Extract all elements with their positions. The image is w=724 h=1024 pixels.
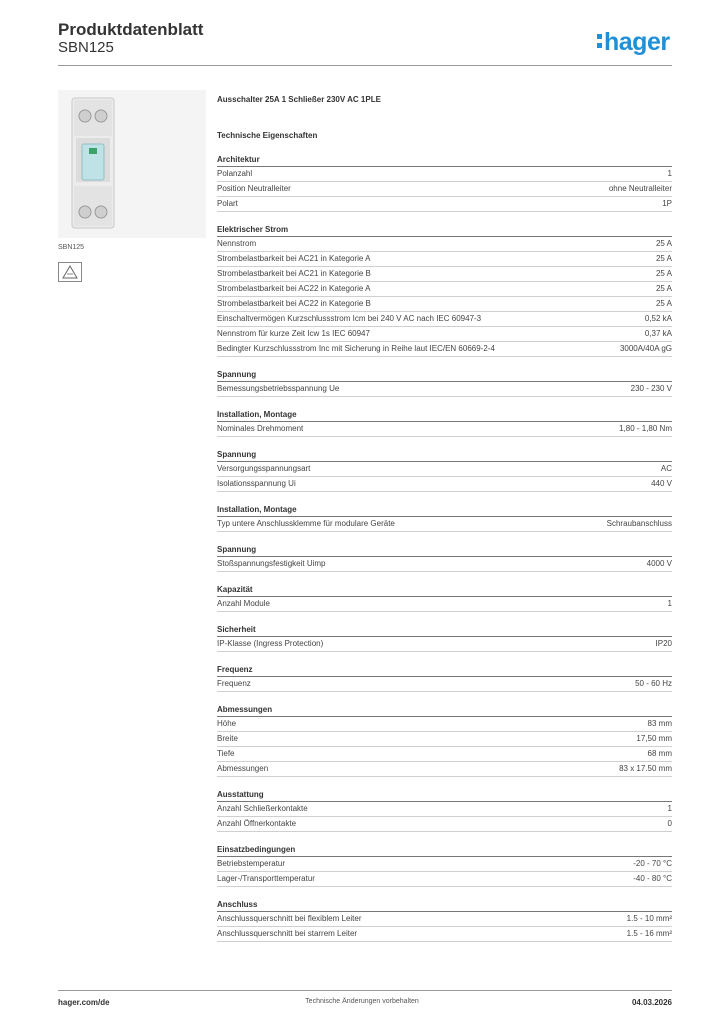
spec-row: [217, 327, 672, 342]
spec-row: [217, 927, 672, 942]
spec-label: Polart: [217, 199, 238, 208]
spec-label: Bemessungsbetriebsspannung Ue: [217, 384, 340, 393]
section-heading: Spannung: [217, 369, 672, 382]
photo-caption: SBN125: [58, 244, 85, 251]
section-subtitle: Technische Eigenschaften: [217, 131, 318, 140]
spec-label: IP-Klasse (Ingress Protection): [217, 639, 324, 648]
section-heading: Installation, Montage: [217, 409, 672, 422]
section-heading: Installation, Montage: [217, 504, 672, 517]
header-divider: [58, 65, 672, 66]
spec-section: [217, 664, 672, 692]
section-heading: Sicherheit: [217, 624, 672, 637]
footer-disclaimer: Technische Änderungen vorbehalten: [305, 998, 419, 1005]
spec-row: [217, 802, 672, 817]
spec-value: 25 A: [655, 239, 672, 248]
spec-section: [217, 624, 672, 652]
spec-section: [217, 844, 672, 887]
product-title: Ausschalter 25A 1 Schließer 230V AC 1PLE: [217, 95, 381, 104]
spec-row: [217, 167, 672, 182]
spec-value: -20 - 70 °C: [633, 859, 672, 868]
spec-row: [217, 517, 672, 532]
certification-icon: [58, 262, 82, 282]
spec-label: Lager-/Transporttemperatur: [217, 874, 315, 883]
section-heading: Anschluss: [217, 899, 672, 912]
product-code: SBN125: [58, 39, 114, 56]
spec-label: Anzahl Öffnerkontakte: [217, 819, 297, 828]
spec-sheet: [217, 94, 672, 942]
spec-value: 17,50 mm: [636, 734, 672, 743]
spec-label: Strombelastbarkeit bei AC21 in Kategorie B: [217, 269, 371, 278]
spec-label: Höhe: [217, 719, 237, 728]
spec-label: Einschaltvermögen Kurzschlussstrom Icm bei 240 V AC nach IEC 60947-3: [217, 314, 482, 323]
spec-section: [217, 409, 672, 437]
spec-row: [217, 732, 672, 747]
spec-label: Nennstrom für kurze Zeit Icw 1s IEC 60947: [217, 329, 370, 338]
spec-label: Frequenz: [217, 679, 251, 688]
footer-website: hager.com/de: [58, 998, 110, 1007]
spec-label: Polanzahl: [217, 169, 253, 178]
spec-row: [217, 872, 672, 887]
spec-section: [217, 504, 672, 532]
spec-row: [217, 382, 672, 397]
spec-value: 440 V: [651, 479, 672, 488]
spec-row: [217, 282, 672, 297]
spec-value: ohne Neutralleiter: [608, 184, 672, 193]
spec-value: 1P: [662, 199, 672, 208]
spec-row: [217, 297, 672, 312]
spec-row: [217, 597, 672, 612]
spec-value: 1: [667, 804, 672, 813]
spec-value: 50 - 60 Hz: [635, 679, 672, 688]
spec-label: Tiefe: [217, 749, 235, 758]
spec-label: Abmessungen: [217, 764, 269, 773]
spec-row: [217, 342, 672, 357]
section-heading: Ausstattung: [217, 789, 672, 802]
spec-label: Position Neutralleiter: [217, 184, 291, 193]
spec-value: 25 A: [655, 269, 672, 278]
spec-value: IP20: [655, 639, 672, 648]
section-heading: Elektrischer Strom: [217, 224, 672, 237]
spec-value: 83 x 17.50 mm: [619, 764, 672, 773]
spec-row: [217, 312, 672, 327]
section-heading: Abmessungen: [217, 704, 672, 717]
spec-value: -40 - 80 °C: [633, 874, 672, 883]
spec-value: 0,52 kA: [644, 314, 672, 323]
spec-row: [217, 477, 672, 492]
spec-value: 1.5 - 10 mm²: [626, 914, 672, 923]
section-heading: Architektur: [217, 154, 672, 167]
spec-label: Versorgungsspannungsart: [217, 464, 311, 473]
spec-label: Anschlussquerschnitt bei starrem Leiter: [217, 929, 358, 938]
spec-section: [217, 544, 672, 572]
spec-section: [217, 224, 672, 357]
spec-value: 68 mm: [647, 749, 672, 758]
spec-label: Anzahl Schließerkontakte: [217, 804, 308, 813]
spec-row: [217, 252, 672, 267]
spec-section: [217, 899, 672, 942]
footer-divider: [58, 990, 672, 991]
spec-value: 1.5 - 16 mm²: [626, 929, 672, 938]
section-heading: Frequenz: [217, 664, 672, 677]
spec-row: [217, 557, 672, 572]
spec-row: [217, 422, 672, 437]
page-title: Produktdatenblatt: [58, 20, 204, 39]
spec-row: [217, 237, 672, 252]
spec-label: Stoßspannungsfestigkeit Uimp: [217, 559, 326, 568]
spec-value: 230 - 230 V: [630, 384, 672, 393]
spec-row: [217, 747, 672, 762]
spec-row: [217, 182, 672, 197]
spec-row: [217, 267, 672, 282]
spec-label: Nennstrom: [217, 239, 257, 248]
spec-section: [217, 789, 672, 832]
spec-value: 0,37 kA: [644, 329, 672, 338]
spec-row: [217, 762, 672, 777]
spec-label: Anschlussquerschnitt bei flexiblem Leiter: [217, 914, 362, 923]
spec-row: [217, 197, 672, 212]
spec-value: 25 A: [655, 284, 672, 293]
spec-label: Strombelastbarkeit bei AC22 in Kategorie B: [217, 299, 371, 308]
spec-section: [217, 584, 672, 612]
spec-label: Breite: [217, 734, 238, 743]
spec-value: AC: [660, 464, 672, 473]
spec-value: 25 A: [655, 299, 672, 308]
spec-label: Bedingter Kurzschlussstrom Inc mit Sicherung in Reihe laut IEC/EN 60669-2-4: [217, 344, 495, 353]
spec-value: 3000A/40A gG: [619, 344, 672, 353]
spec-label: Betriebstemperatur: [217, 859, 286, 868]
spec-value: 1: [667, 599, 672, 608]
spec-label: Isolationsspannung Ui: [217, 479, 296, 488]
spec-section: [217, 449, 672, 492]
spec-row: [217, 912, 672, 927]
spec-value: 0: [667, 819, 672, 828]
section-heading: Einsatzbedingungen: [217, 844, 672, 857]
spec-section: [217, 154, 672, 212]
section-heading: Spannung: [217, 544, 672, 557]
spec-row: [217, 717, 672, 732]
spec-section: [217, 369, 672, 397]
section-heading: Spannung: [217, 449, 672, 462]
spec-value: 4000 V: [646, 559, 672, 568]
footer-date: 04.03.2026: [631, 998, 672, 1007]
spec-label: Strombelastbarkeit bei AC22 in Kategorie A: [217, 284, 371, 293]
spec-row: [217, 637, 672, 652]
spec-row: [217, 857, 672, 872]
section-heading: Kapazität: [217, 584, 672, 597]
spec-value: 83 mm: [647, 719, 672, 728]
spec-value: Schraubanschluss: [606, 519, 672, 528]
hager-logo: hager: [597, 28, 670, 57]
product-photo: [58, 90, 206, 238]
spec-sections: [217, 154, 672, 942]
spec-label: Nominales Drehmoment: [217, 424, 304, 433]
spec-value: 1: [667, 169, 672, 178]
spec-label: Typ untere Anschlussklemme für modulare Geräte: [217, 519, 395, 528]
spec-label: Anzahl Module: [217, 599, 270, 608]
spec-label: Strombelastbarkeit bei AC21 in Kategorie A: [217, 254, 371, 263]
spec-row: [217, 677, 672, 692]
spec-row: [217, 817, 672, 832]
spec-row: [217, 462, 672, 477]
spec-value: 25 A: [655, 254, 672, 263]
spec-value: 1,80 - 1,80 Nm: [619, 424, 672, 433]
spec-section: [217, 704, 672, 777]
